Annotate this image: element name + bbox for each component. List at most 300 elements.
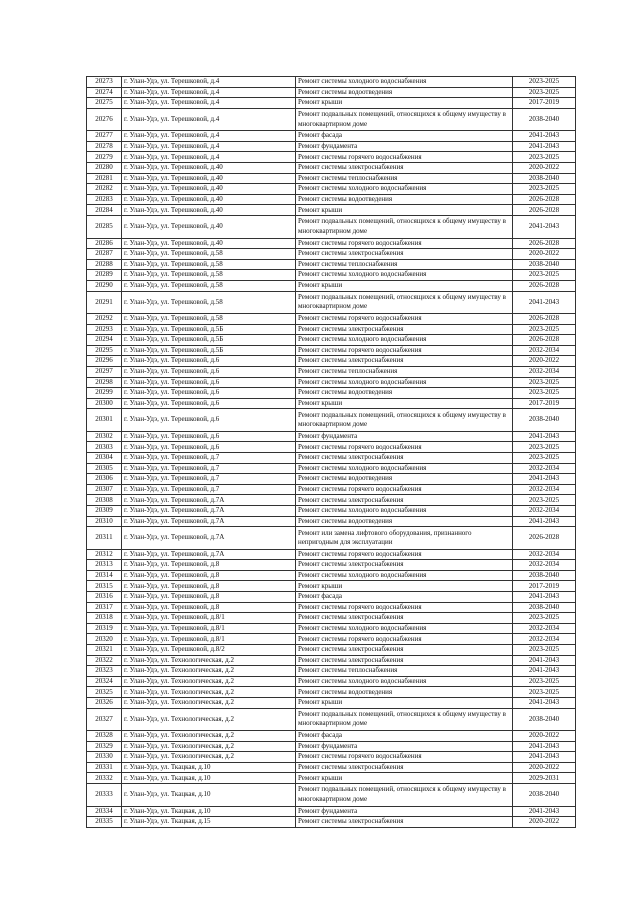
table-row bbox=[87, 324, 576, 335]
period-cell: 2026-2028 bbox=[513, 527, 576, 550]
period-cell: 2038-2040 bbox=[513, 570, 576, 581]
row-number-cell: 20278 bbox=[87, 141, 122, 152]
address-cell: г. Улан-Удэ, ул. Терешковой, д.40 bbox=[122, 238, 296, 249]
address-cell: г. Улан-Удэ, ул. Технологическая, д.2 bbox=[122, 666, 296, 677]
row-number-cell: 20305 bbox=[87, 463, 122, 474]
work-type-cell: Ремонт фасада bbox=[296, 592, 513, 603]
address-cell: г. Улан-Удэ, ул. Технологическая, д.2 bbox=[122, 687, 296, 698]
table-row bbox=[87, 345, 576, 356]
address-cell: г. Улан-Удэ, ул. Терешковой, д.4 bbox=[122, 131, 296, 142]
address-cell: г. Улан-Удэ, ул. Терешковой, д.6 bbox=[122, 431, 296, 442]
period-cell: 2041-2043 bbox=[513, 655, 576, 666]
row-number-cell: 20309 bbox=[87, 506, 122, 517]
table-row bbox=[87, 634, 576, 645]
row-number-cell: 20323 bbox=[87, 666, 122, 677]
address-cell: г. Улан-Удэ, ул. Ткацкая, д.10 bbox=[122, 762, 296, 773]
table-row bbox=[87, 259, 576, 270]
address-cell: г. Улан-Удэ, ул. Терешковой, д.8 bbox=[122, 560, 296, 571]
period-cell: 2041-2043 bbox=[513, 516, 576, 527]
row-number-cell: 20331 bbox=[87, 762, 122, 773]
work-type-cell: Ремонт системы теплоснабжения bbox=[296, 173, 513, 184]
row-number-cell: 20324 bbox=[87, 676, 122, 687]
work-type-cell: Ремонт системы горячего водоснабжения bbox=[296, 634, 513, 645]
address-cell: г. Улан-Удэ, ул. Терешковой, д.8/1 bbox=[122, 613, 296, 624]
period-cell: 2032-2034 bbox=[513, 634, 576, 645]
work-type-cell: Ремонт системы холодного водоснабжения bbox=[296, 676, 513, 687]
table-row bbox=[87, 377, 576, 388]
row-number-cell: 20320 bbox=[87, 634, 122, 645]
work-type-cell: Ремонт системы электроснабжения bbox=[296, 655, 513, 666]
table-body bbox=[87, 77, 576, 828]
address-cell: г. Улан-Удэ, ул. Терешковой, д.8 bbox=[122, 570, 296, 581]
row-number-cell: 20297 bbox=[87, 366, 122, 377]
work-type-cell: Ремонт системы теплоснабжения bbox=[296, 259, 513, 270]
work-type-cell: Ремонт системы водоотведения bbox=[296, 474, 513, 485]
period-cell: 2041-2043 bbox=[513, 474, 576, 485]
address-cell: г. Улан-Удэ, ул. Терешковой, д.7А bbox=[122, 495, 296, 506]
row-number-cell: 20282 bbox=[87, 184, 122, 195]
work-type-cell: Ремонт системы горячего водоснабжения bbox=[296, 238, 513, 249]
row-number-cell: 20296 bbox=[87, 356, 122, 367]
address-cell: г. Улан-Удэ, ул. Терешковой, д.7А bbox=[122, 516, 296, 527]
table-row bbox=[87, 216, 576, 239]
table-row bbox=[87, 731, 576, 742]
table-row bbox=[87, 806, 576, 817]
table-row bbox=[87, 270, 576, 281]
table-row bbox=[87, 108, 576, 131]
period-cell: 2032-2034 bbox=[513, 463, 576, 474]
row-number-cell: 20274 bbox=[87, 87, 122, 98]
period-cell: 2041-2043 bbox=[513, 131, 576, 142]
table-row bbox=[87, 335, 576, 346]
period-cell: 2023-2025 bbox=[513, 645, 576, 656]
address-cell: г. Улан-Удэ, ул. Терешковой, д.8/1 bbox=[122, 634, 296, 645]
address-cell: г. Улан-Удэ, ул. Терешковой, д.6 bbox=[122, 356, 296, 367]
period-cell: 2041-2043 bbox=[513, 806, 576, 817]
table-row bbox=[87, 398, 576, 409]
work-type-cell: Ремонт системы холодного водоснабжения bbox=[296, 77, 513, 88]
address-cell: г. Улан-Удэ, ул. Технологическая, д.2 bbox=[122, 741, 296, 752]
period-cell: 2041-2043 bbox=[513, 666, 576, 677]
row-number-cell: 20288 bbox=[87, 259, 122, 270]
period-cell: 2026-2028 bbox=[513, 194, 576, 205]
period-cell: 2020-2022 bbox=[513, 356, 576, 367]
address-cell: г. Улан-Удэ, ул. Терешковой, д.58 bbox=[122, 291, 296, 314]
row-number-cell: 20316 bbox=[87, 592, 122, 603]
address-cell: г. Улан-Удэ, ул. Ткацкая, д.10 bbox=[122, 784, 296, 807]
row-number-cell: 20321 bbox=[87, 645, 122, 656]
work-type-cell: Ремонт системы холодного водоснабжения bbox=[296, 463, 513, 474]
table-row bbox=[87, 666, 576, 677]
row-number-cell: 20275 bbox=[87, 98, 122, 109]
address-cell: г. Улан-Удэ, ул. Терешковой, д.4 bbox=[122, 87, 296, 98]
work-type-cell: Ремонт системы электроснабжения bbox=[296, 453, 513, 464]
address-cell: г. Улан-Удэ, ул. Терешковой, д.58 bbox=[122, 270, 296, 281]
period-cell: 2023-2025 bbox=[513, 495, 576, 506]
work-type-cell: Ремонт системы горячего водоснабжения bbox=[296, 442, 513, 453]
row-number-cell: 20307 bbox=[87, 484, 122, 495]
period-cell: 2032-2034 bbox=[513, 549, 576, 560]
address-cell: г. Улан-Удэ, ул. Терешковой, д.40 bbox=[122, 205, 296, 216]
row-number-cell: 20325 bbox=[87, 687, 122, 698]
row-number-cell: 20290 bbox=[87, 280, 122, 291]
address-cell: г. Улан-Удэ, ул. Технологическая, д.2 bbox=[122, 708, 296, 731]
period-cell: 2038-2040 bbox=[513, 409, 576, 432]
address-cell: г. Улан-Удэ, ул. Терешковой, д.6 bbox=[122, 398, 296, 409]
period-cell: 2020-2022 bbox=[513, 762, 576, 773]
period-cell: 2023-2025 bbox=[513, 77, 576, 88]
work-type-cell: Ремонт системы электроснабжения bbox=[296, 817, 513, 828]
row-number-cell: 20279 bbox=[87, 152, 122, 163]
period-cell: 2029-2031 bbox=[513, 773, 576, 784]
table-row bbox=[87, 314, 576, 325]
address-cell: г. Улан-Удэ, ул. Терешковой, д.7 bbox=[122, 474, 296, 485]
table-row bbox=[87, 474, 576, 485]
table-row bbox=[87, 570, 576, 581]
row-number-cell: 20289 bbox=[87, 270, 122, 281]
work-type-cell: Ремонт системы водоотведения bbox=[296, 687, 513, 698]
row-number-cell: 20273 bbox=[87, 77, 122, 88]
work-type-cell: Ремонт крыши bbox=[296, 581, 513, 592]
period-cell: 2026-2028 bbox=[513, 314, 576, 325]
work-type-cell: Ремонт крыши bbox=[296, 773, 513, 784]
address-cell: г. Улан-Удэ, ул. Технологическая, д.2 bbox=[122, 655, 296, 666]
table-row bbox=[87, 388, 576, 399]
table-row bbox=[87, 592, 576, 603]
row-number-cell: 20287 bbox=[87, 249, 122, 260]
table-row bbox=[87, 409, 576, 432]
work-type-cell: Ремонт системы горячего водоснабжения bbox=[296, 484, 513, 495]
period-cell: 2020-2022 bbox=[513, 249, 576, 260]
row-number-cell: 20317 bbox=[87, 602, 122, 613]
period-cell: 2026-2028 bbox=[513, 205, 576, 216]
table-row bbox=[87, 442, 576, 453]
period-cell: 2023-2025 bbox=[513, 687, 576, 698]
work-type-cell: Ремонт системы горячего водоснабжения bbox=[296, 314, 513, 325]
period-cell: 2026-2028 bbox=[513, 280, 576, 291]
address-cell: г. Улан-Удэ, ул. Терешковой, д.8 bbox=[122, 581, 296, 592]
work-type-cell: Ремонт системы холодного водоснабжения bbox=[296, 377, 513, 388]
period-cell: 2017-2019 bbox=[513, 98, 576, 109]
period-cell: 2038-2040 bbox=[513, 173, 576, 184]
table-row bbox=[87, 98, 576, 109]
period-cell: 2023-2025 bbox=[513, 270, 576, 281]
row-number-cell: 20326 bbox=[87, 698, 122, 709]
work-type-cell: Ремонт системы электроснабжения bbox=[296, 356, 513, 367]
repair-schedule-table bbox=[86, 76, 576, 828]
address-cell: г. Улан-Удэ, ул. Терешковой, д.6 bbox=[122, 409, 296, 432]
work-type-cell: Ремонт системы электроснабжения bbox=[296, 495, 513, 506]
period-cell: 2038-2040 bbox=[513, 784, 576, 807]
table-row bbox=[87, 613, 576, 624]
period-cell: 2041-2043 bbox=[513, 291, 576, 314]
address-cell: г. Улан-Удэ, ул. Терешковой, д.7А bbox=[122, 549, 296, 560]
period-cell: 2041-2043 bbox=[513, 431, 576, 442]
work-type-cell: Ремонт системы водоотведения bbox=[296, 87, 513, 98]
period-cell: 2023-2025 bbox=[513, 87, 576, 98]
table-row bbox=[87, 484, 576, 495]
period-cell: 2026-2028 bbox=[513, 238, 576, 249]
period-cell: 2023-2025 bbox=[513, 377, 576, 388]
table-row bbox=[87, 527, 576, 550]
table-row bbox=[87, 773, 576, 784]
work-type-cell: Ремонт системы электроснабжения bbox=[296, 613, 513, 624]
period-cell: 2023-2025 bbox=[513, 324, 576, 335]
work-type-cell: Ремонт системы горячего водоснабжения bbox=[296, 549, 513, 560]
work-type-cell: Ремонт системы холодного водоснабжения bbox=[296, 270, 513, 281]
period-cell: 2017-2019 bbox=[513, 398, 576, 409]
table-row bbox=[87, 506, 576, 517]
table-row bbox=[87, 623, 576, 634]
table-row bbox=[87, 708, 576, 731]
work-type-cell: Ремонт фундамента bbox=[296, 806, 513, 817]
address-cell: г. Улан-Удэ, ул. Технологическая, д.2 bbox=[122, 752, 296, 763]
period-cell: 2023-2025 bbox=[513, 613, 576, 624]
row-number-cell: 20294 bbox=[87, 335, 122, 346]
address-cell: г. Улан-Удэ, ул. Терешковой, д.58 bbox=[122, 314, 296, 325]
work-type-cell: Ремонт подвальных помещений, относящихся к общему имуществу в многоквартирном доме bbox=[296, 216, 513, 239]
period-cell: 2032-2034 bbox=[513, 623, 576, 634]
address-cell: г. Улан-Удэ, ул. Терешковой, д.58 bbox=[122, 249, 296, 260]
row-number-cell: 20302 bbox=[87, 431, 122, 442]
row-number-cell: 20319 bbox=[87, 623, 122, 634]
row-number-cell: 20315 bbox=[87, 581, 122, 592]
row-number-cell: 20292 bbox=[87, 314, 122, 325]
work-type-cell: Ремонт крыши bbox=[296, 398, 513, 409]
table-row bbox=[87, 463, 576, 474]
row-number-cell: 20322 bbox=[87, 655, 122, 666]
row-number-cell: 20301 bbox=[87, 409, 122, 432]
table-row bbox=[87, 194, 576, 205]
work-type-cell: Ремонт системы электроснабжения bbox=[296, 645, 513, 656]
table-row bbox=[87, 77, 576, 88]
address-cell: г. Улан-Удэ, ул. Ткацкая, д.10 bbox=[122, 773, 296, 784]
row-number-cell: 20276 bbox=[87, 108, 122, 131]
row-number-cell: 20333 bbox=[87, 784, 122, 807]
address-cell: г. Улан-Удэ, ул. Терешковой, д.5Б bbox=[122, 324, 296, 335]
address-cell: г. Улан-Удэ, ул. Терешковой, д.6 bbox=[122, 377, 296, 388]
row-number-cell: 20298 bbox=[87, 377, 122, 388]
row-number-cell: 20299 bbox=[87, 388, 122, 399]
row-number-cell: 20334 bbox=[87, 806, 122, 817]
address-cell: г. Улан-Удэ, ул. Ткацкая, д.10 bbox=[122, 806, 296, 817]
row-number-cell: 20303 bbox=[87, 442, 122, 453]
row-number-cell: 20291 bbox=[87, 291, 122, 314]
period-cell: 2032-2034 bbox=[513, 345, 576, 356]
row-number-cell: 20304 bbox=[87, 453, 122, 464]
period-cell: 2041-2043 bbox=[513, 741, 576, 752]
work-type-cell: Ремонт подвальных помещений, относящихся к общему имуществу в многоквартирном доме bbox=[296, 291, 513, 314]
table-row bbox=[87, 356, 576, 367]
period-cell: 2023-2025 bbox=[513, 184, 576, 195]
address-cell: г. Улан-Удэ, ул. Терешковой, д.7А bbox=[122, 506, 296, 517]
document-page bbox=[86, 76, 569, 828]
row-number-cell: 20312 bbox=[87, 549, 122, 560]
address-cell: г. Улан-Удэ, ул. Терешковой, д.40 bbox=[122, 184, 296, 195]
period-cell: 2041-2043 bbox=[513, 141, 576, 152]
row-number-cell: 20328 bbox=[87, 731, 122, 742]
period-cell: 2023-2025 bbox=[513, 388, 576, 399]
period-cell: 2020-2022 bbox=[513, 731, 576, 742]
address-cell: г. Улан-Удэ, ул. Терешковой, д.8/1 bbox=[122, 623, 296, 634]
address-cell: г. Улан-Удэ, ул. Терешковой, д.58 bbox=[122, 280, 296, 291]
work-type-cell: Ремонт системы горячего водоснабжения bbox=[296, 152, 513, 163]
period-cell: 2041-2043 bbox=[513, 592, 576, 603]
work-type-cell: Ремонт фасада bbox=[296, 131, 513, 142]
row-number-cell: 20314 bbox=[87, 570, 122, 581]
table-row bbox=[87, 752, 576, 763]
address-cell: г. Улан-Удэ, ул. Терешковой, д.6 bbox=[122, 366, 296, 377]
table-row bbox=[87, 645, 576, 656]
work-type-cell: Ремонт подвальных помещений, относящихся к общему имуществу в многоквартирном доме bbox=[296, 708, 513, 731]
work-type-cell: Ремонт крыши bbox=[296, 698, 513, 709]
address-cell: г. Улан-Удэ, ул. Терешковой, д.5Б bbox=[122, 345, 296, 356]
row-number-cell: 20284 bbox=[87, 205, 122, 216]
work-type-cell: Ремонт системы холодного водоснабжения bbox=[296, 623, 513, 634]
address-cell: г. Улан-Удэ, ул. Терешковой, д.8 bbox=[122, 592, 296, 603]
row-number-cell: 20327 bbox=[87, 708, 122, 731]
work-type-cell: Ремонт системы водоотведения bbox=[296, 194, 513, 205]
work-type-cell: Ремонт системы холодного водоснабжения bbox=[296, 570, 513, 581]
table-row bbox=[87, 366, 576, 377]
address-cell: г. Улан-Удэ, ул. Терешковой, д.4 bbox=[122, 141, 296, 152]
work-type-cell: Ремонт системы электроснабжения bbox=[296, 560, 513, 571]
address-cell: г. Улан-Удэ, ул. Терешковой, д.4 bbox=[122, 152, 296, 163]
row-number-cell: 20332 bbox=[87, 773, 122, 784]
table-row bbox=[87, 87, 576, 98]
work-type-cell: Ремонт фасада bbox=[296, 731, 513, 742]
period-cell: 2023-2025 bbox=[513, 152, 576, 163]
period-cell: 2032-2034 bbox=[513, 484, 576, 495]
row-number-cell: 20277 bbox=[87, 131, 122, 142]
period-cell: 2020-2022 bbox=[513, 163, 576, 174]
period-cell: 2023-2025 bbox=[513, 442, 576, 453]
work-type-cell: Ремонт системы теплоснабжения bbox=[296, 666, 513, 677]
work-type-cell: Ремонт системы холодного водоснабжения bbox=[296, 184, 513, 195]
row-number-cell: 20293 bbox=[87, 324, 122, 335]
row-number-cell: 20283 bbox=[87, 194, 122, 205]
table-row bbox=[87, 676, 576, 687]
address-cell: г. Улан-Удэ, ул. Терешковой, д.4 bbox=[122, 77, 296, 88]
table-row bbox=[87, 817, 576, 828]
table-row bbox=[87, 784, 576, 807]
table-row bbox=[87, 431, 576, 442]
row-number-cell: 20329 bbox=[87, 741, 122, 752]
work-type-cell: Ремонт системы горячего водоснабжения bbox=[296, 345, 513, 356]
address-cell: г. Улан-Удэ, ул. Терешковой, д.40 bbox=[122, 216, 296, 239]
address-cell: г. Улан-Удэ, ул. Терешковой, д.5Б bbox=[122, 335, 296, 346]
work-type-cell: Ремонт системы горячего водоснабжения bbox=[296, 752, 513, 763]
address-cell: г. Улан-Удэ, ул. Терешковой, д.8 bbox=[122, 602, 296, 613]
work-type-cell: Ремонт подвальных помещений, относящихся к общему имуществу в многоквартирном доме bbox=[296, 409, 513, 432]
address-cell: г. Улан-Удэ, ул. Терешковой, д.6 bbox=[122, 388, 296, 399]
address-cell: г. Улан-Удэ, ул. Технологическая, д.2 bbox=[122, 731, 296, 742]
period-cell: 2038-2040 bbox=[513, 602, 576, 613]
table-row bbox=[87, 698, 576, 709]
address-cell: г. Улан-Удэ, ул. Терешковой, д.7 bbox=[122, 484, 296, 495]
table-row bbox=[87, 560, 576, 571]
row-number-cell: 20318 bbox=[87, 613, 122, 624]
address-cell: г. Улан-Удэ, ул. Терешковой, д.40 bbox=[122, 163, 296, 174]
table-row bbox=[87, 152, 576, 163]
period-cell: 2023-2025 bbox=[513, 453, 576, 464]
address-cell: г. Улан-Удэ, ул. Ткацкая, д.15 bbox=[122, 817, 296, 828]
table-row bbox=[87, 549, 576, 560]
address-cell: г. Улан-Удэ, ул. Терешковой, д.58 bbox=[122, 259, 296, 270]
address-cell: г. Улан-Удэ, ул. Терешковой, д.7А bbox=[122, 527, 296, 550]
table-row bbox=[87, 762, 576, 773]
work-type-cell: Ремонт фундамента bbox=[296, 741, 513, 752]
work-type-cell: Ремонт крыши bbox=[296, 98, 513, 109]
table-row bbox=[87, 141, 576, 152]
period-cell: 2041-2043 bbox=[513, 698, 576, 709]
period-cell: 2032-2034 bbox=[513, 560, 576, 571]
row-number-cell: 20308 bbox=[87, 495, 122, 506]
address-cell: г. Улан-Удэ, ул. Терешковой, д.4 bbox=[122, 98, 296, 109]
work-type-cell: Ремонт фундамента bbox=[296, 141, 513, 152]
table-row bbox=[87, 687, 576, 698]
work-type-cell: Ремонт крыши bbox=[296, 280, 513, 291]
address-cell: г. Улан-Удэ, ул. Терешковой, д.40 bbox=[122, 194, 296, 205]
period-cell: 2032-2034 bbox=[513, 506, 576, 517]
work-type-cell: Ремонт системы электроснабжения bbox=[296, 249, 513, 260]
address-cell: г. Улан-Удэ, ул. Технологическая, д.2 bbox=[122, 676, 296, 687]
table-row bbox=[87, 249, 576, 260]
work-type-cell: Ремонт или замена лифтового оборудования, признанного непригодным для эксплуатации bbox=[296, 527, 513, 550]
address-cell: г. Улан-Удэ, ул. Терешковой, д.6 bbox=[122, 442, 296, 453]
table-row bbox=[87, 184, 576, 195]
table-row bbox=[87, 602, 576, 613]
work-type-cell: Ремонт системы электроснабжения bbox=[296, 324, 513, 335]
table-row bbox=[87, 238, 576, 249]
period-cell: 2026-2028 bbox=[513, 335, 576, 346]
table-row bbox=[87, 453, 576, 464]
table-row bbox=[87, 581, 576, 592]
address-cell: г. Улан-Удэ, ул. Терешковой, д.8/2 bbox=[122, 645, 296, 656]
address-cell: г. Улан-Удэ, ул. Терешковой, д.4 bbox=[122, 108, 296, 131]
table-row bbox=[87, 163, 576, 174]
period-cell: 2017-2019 bbox=[513, 581, 576, 592]
row-number-cell: 20300 bbox=[87, 398, 122, 409]
work-type-cell: Ремонт системы холодного водоснабжения bbox=[296, 506, 513, 517]
period-cell: 2038-2040 bbox=[513, 259, 576, 270]
row-number-cell: 20281 bbox=[87, 173, 122, 184]
work-type-cell: Ремонт системы водоотведения bbox=[296, 516, 513, 527]
period-cell: 2023-2025 bbox=[513, 676, 576, 687]
table-row bbox=[87, 291, 576, 314]
table-row bbox=[87, 280, 576, 291]
table-row bbox=[87, 495, 576, 506]
work-type-cell: Ремонт системы холодного водоснабжения bbox=[296, 335, 513, 346]
work-type-cell: Ремонт крыши bbox=[296, 205, 513, 216]
table-row bbox=[87, 173, 576, 184]
work-type-cell: Ремонт подвальных помещений, относящихся к общему имуществу в многоквартирном доме bbox=[296, 784, 513, 807]
work-type-cell: Ремонт системы электроснабжения bbox=[296, 163, 513, 174]
row-number-cell: 20311 bbox=[87, 527, 122, 550]
row-number-cell: 20306 bbox=[87, 474, 122, 485]
table-row bbox=[87, 655, 576, 666]
row-number-cell: 20286 bbox=[87, 238, 122, 249]
table-row bbox=[87, 131, 576, 142]
row-number-cell: 20310 bbox=[87, 516, 122, 527]
work-type-cell: Ремонт системы электроснабжения bbox=[296, 762, 513, 773]
row-number-cell: 20285 bbox=[87, 216, 122, 239]
work-type-cell: Ремонт системы теплоснабжения bbox=[296, 366, 513, 377]
row-number-cell: 20330 bbox=[87, 752, 122, 763]
table-row bbox=[87, 516, 576, 527]
row-number-cell: 20280 bbox=[87, 163, 122, 174]
period-cell: 2041-2043 bbox=[513, 216, 576, 239]
